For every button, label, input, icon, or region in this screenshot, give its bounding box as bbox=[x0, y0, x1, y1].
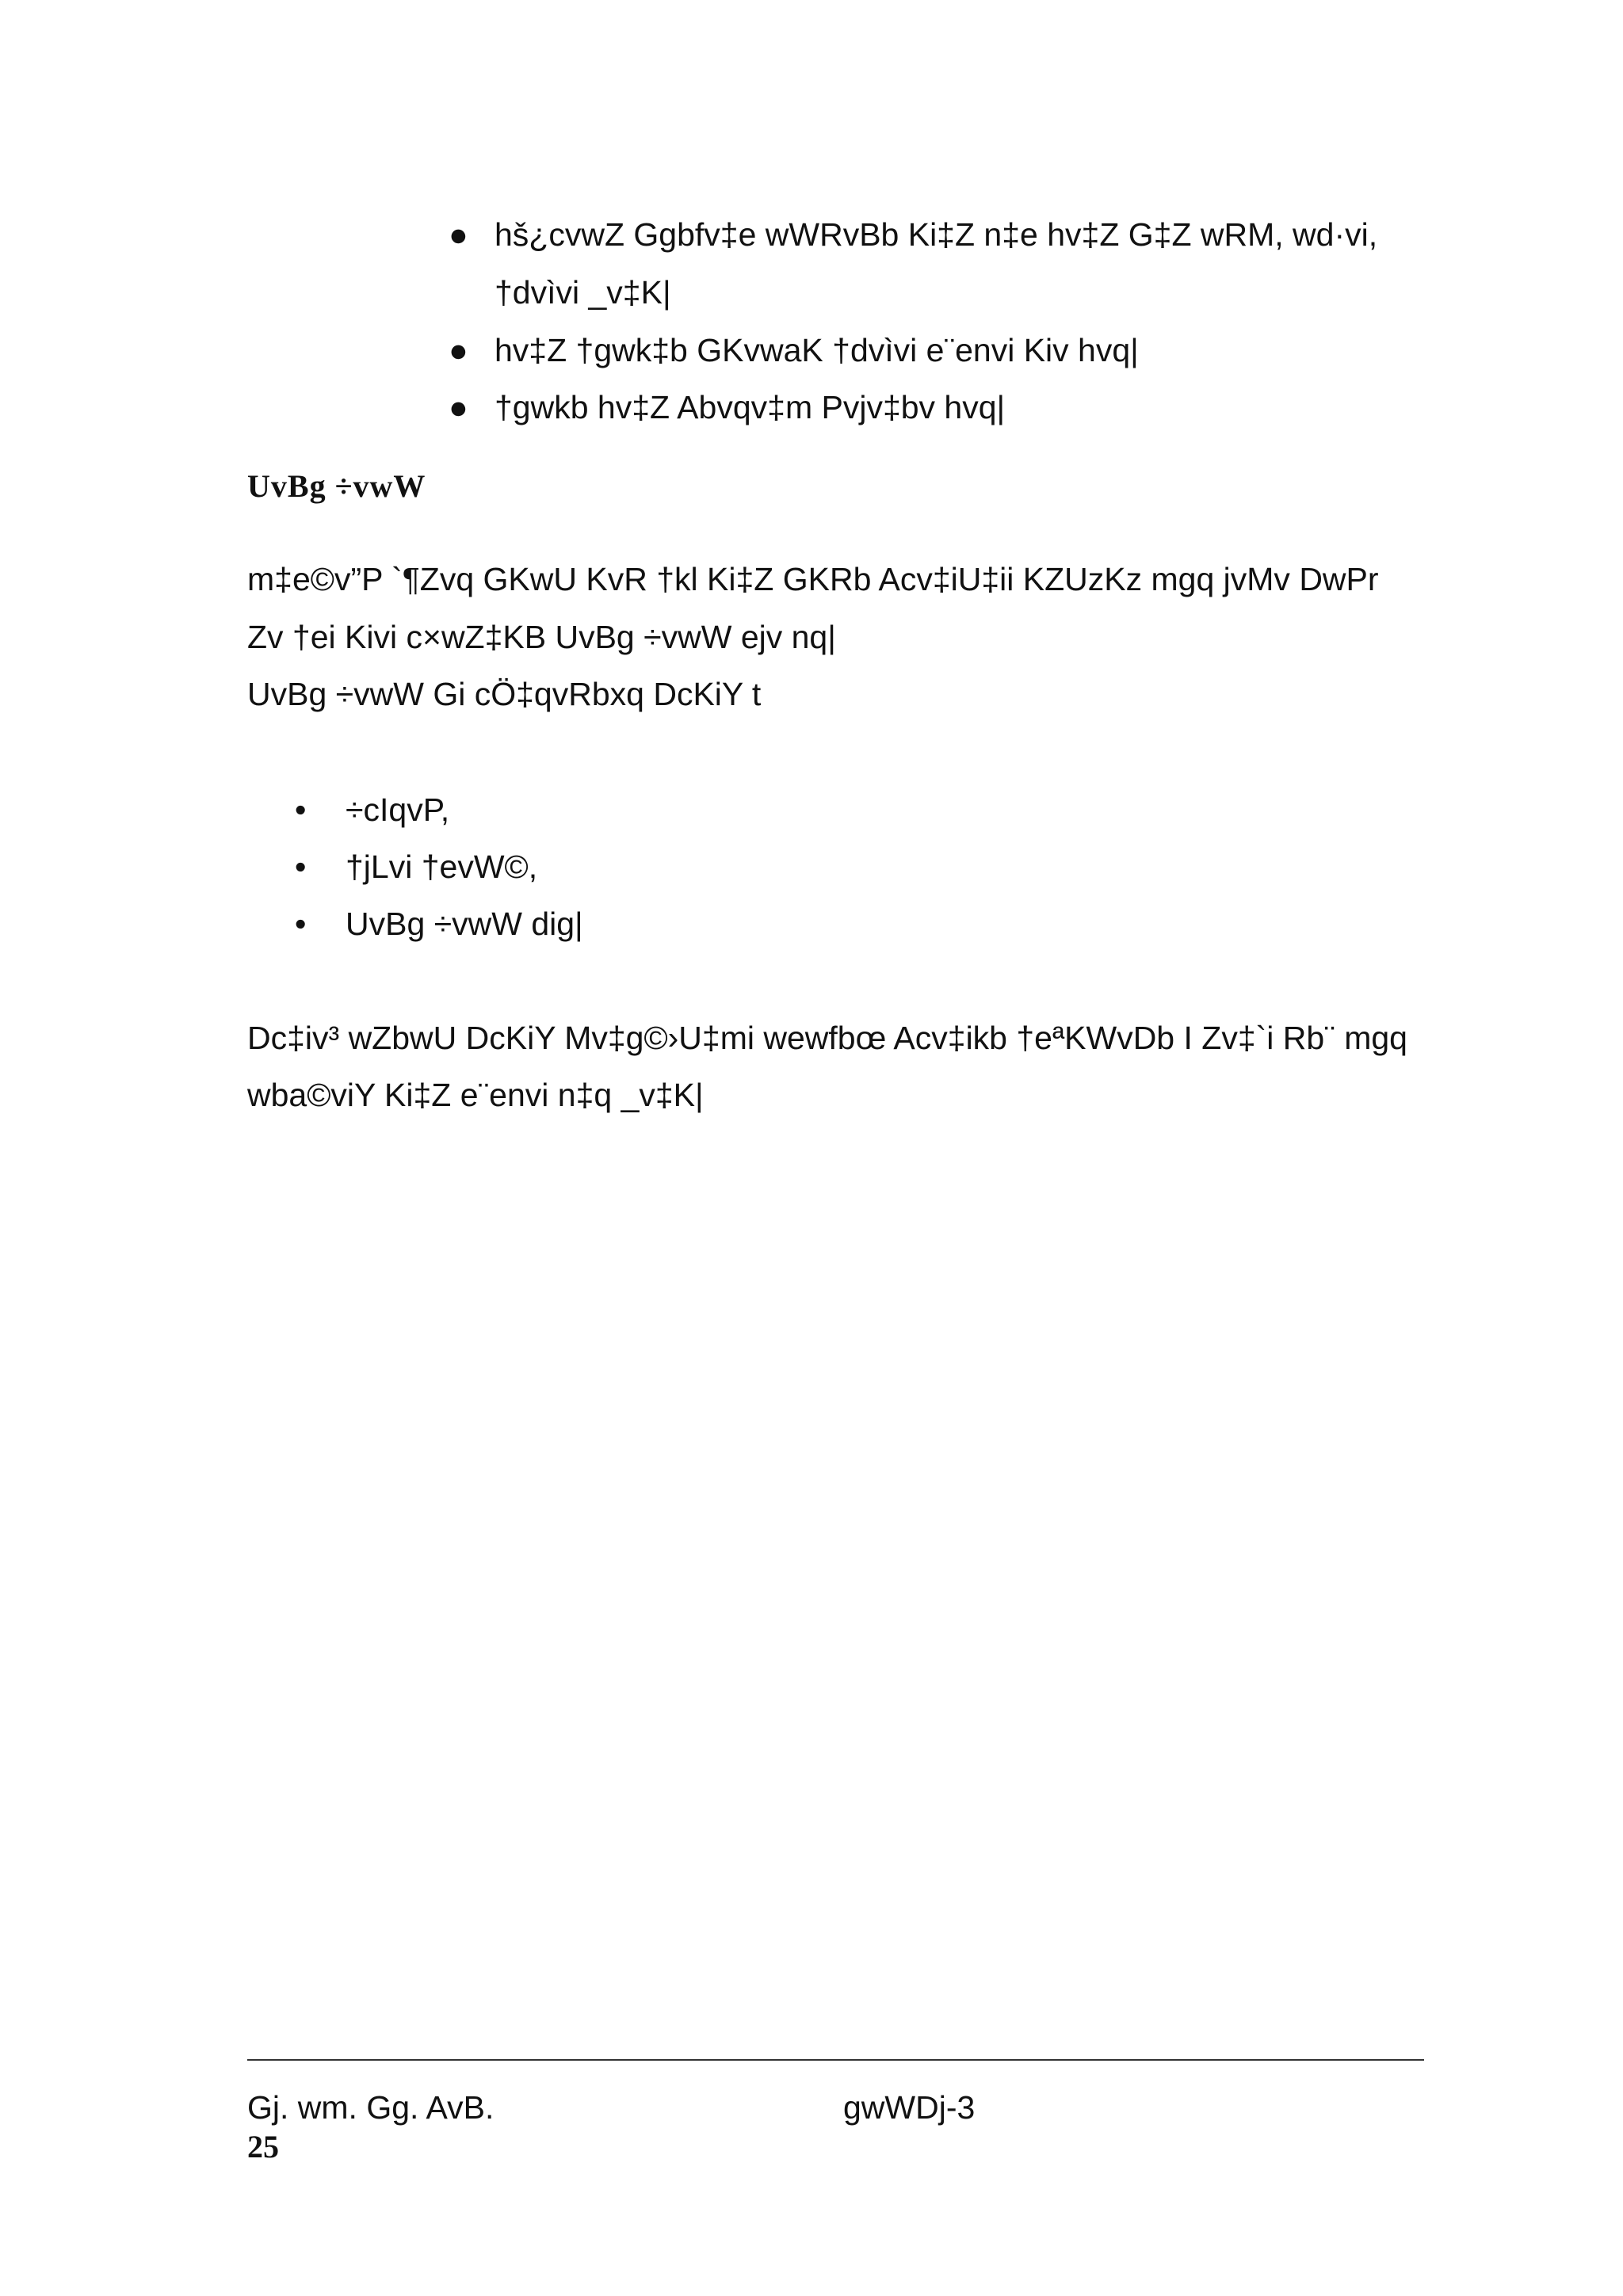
footer-rule bbox=[247, 2059, 1424, 2061]
bullet-dot: • bbox=[295, 906, 307, 942]
paragraph-1-line-2: Zv †ei Kivi c×wZ‡KB UvBg ÷vwW ejv nq| bbox=[247, 619, 836, 655]
sub-bullet-1: ÷cIqvP, bbox=[346, 791, 450, 828]
sub-bullet-2: †jLvi †evW©, bbox=[346, 849, 538, 885]
top-bullet-2: hv‡Z †gwk‡b GKvwaK †dvìvi e¨envi Kiv hvq| bbox=[495, 332, 1139, 368]
bullet-dot: ● bbox=[449, 332, 468, 368]
bullet-dot: ● bbox=[449, 216, 468, 253]
sub-bullet-3: UvBg ÷vwW dig| bbox=[346, 906, 583, 942]
paragraph-1-line-1: m‡e©v”P `¶Zvq GKwU KvR †kl Ki‡Z GKRb Acv‡iU‡ii KZUzKz mgq jvMv DwPr bbox=[247, 561, 1379, 597]
paragraph-2-line-1: Dc‡iv³ wZbwU DcKiY Mv‡g©›U‡mi wewfbœ Acv‡ikb †eªKWvDb I Zv‡`i Rb¨ mgq bbox=[247, 1020, 1407, 1056]
bullet-dot: • bbox=[295, 849, 307, 885]
footer-left-text: Gj. wm. Gg. AvB. bbox=[247, 2089, 495, 2126]
paragraph-1-line-3: UvBg ÷vwW Gi cÖ‡qvRbxq DcKiY t bbox=[247, 676, 762, 712]
footer-module-text: gwWDj-3 bbox=[843, 2089, 976, 2126]
top-bullet-1-line-1: hš¿cvwZ Ggbfv‡e wWRvBb Ki‡Z n‡e hv‡Z G‡Z wRM, wd·vi, bbox=[495, 216, 1378, 253]
section-heading: UvBg ÷vwW bbox=[247, 468, 426, 504]
bullet-dot: ● bbox=[449, 389, 468, 425]
top-bullet-1-line-2: †dvìvi _v‡K| bbox=[495, 274, 671, 311]
bullet-dot: • bbox=[295, 791, 307, 828]
top-bullet-3: †gwkb hv‡Z Abvqv‡m Pvjv‡bv hvq| bbox=[495, 389, 1006, 425]
page-number: 25 bbox=[247, 2129, 279, 2164]
paragraph-2-line-2: wba©viY Ki‡Z e¨envi n‡q _v‡K| bbox=[247, 1077, 704, 1113]
